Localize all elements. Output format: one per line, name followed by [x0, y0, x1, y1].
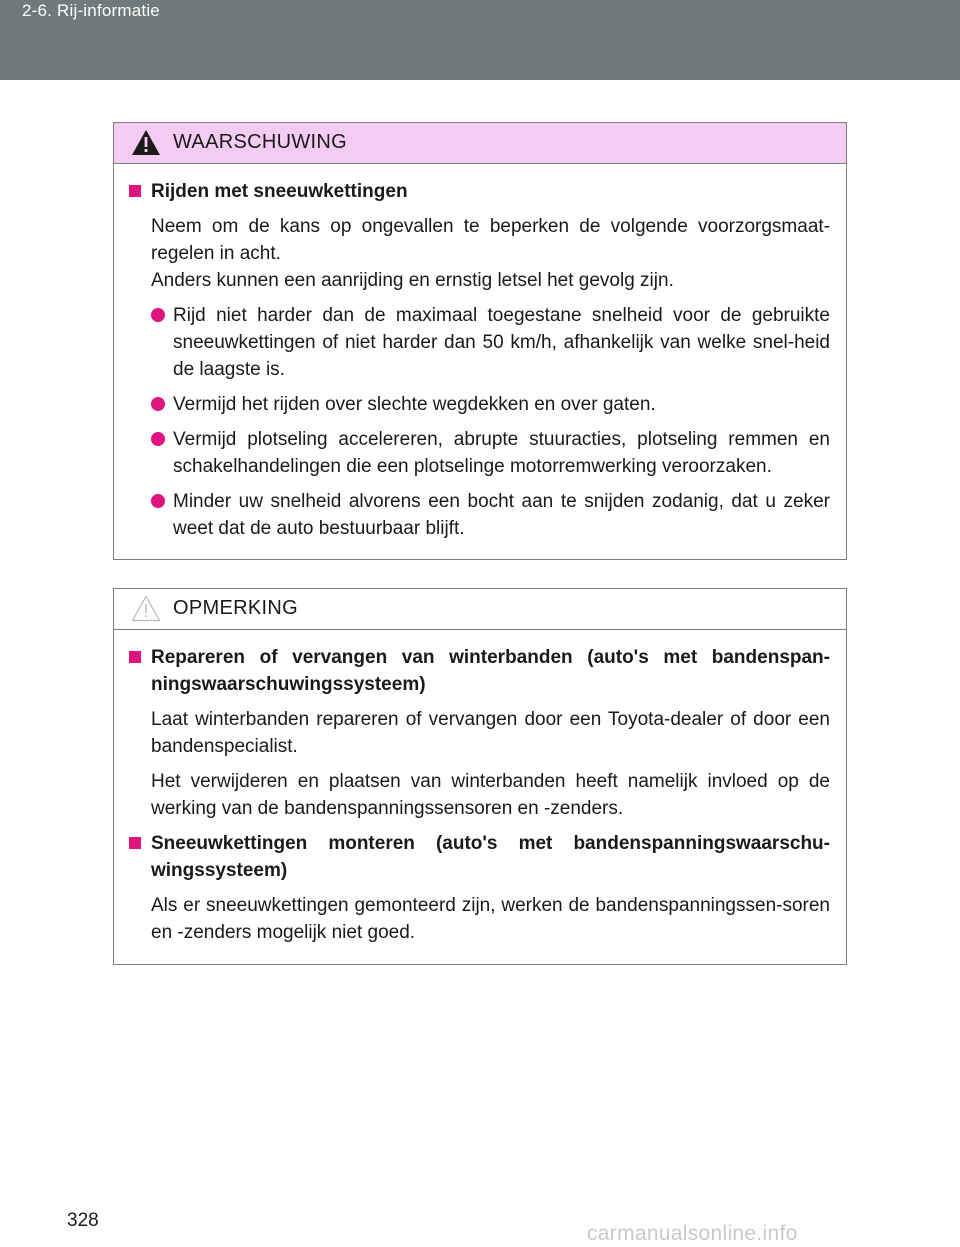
bullet-text: Rijd niet harder dan de maximaal toegestane snelheid voor de gebruikte sneeuwkettingen of niet harder dan 50 km/h, afhankelijk van welke snel-heid de laagste is. [173, 305, 830, 380]
bullet-text: Minder uw snelheid alvorens een bocht aan te snijden zodanig, dat u zeker weet dat de auto bestuurbaar blijft. [173, 491, 830, 539]
section-heading [129, 830, 830, 884]
heading-text: Repareren of vervangen van winterbanden (auto's met bandenspan-ningswaarschuwingssysteem) [151, 647, 830, 695]
square-bullet-icon [129, 185, 141, 197]
watermark[interactable]: carmanualsonline.info [587, 1222, 798, 1245]
square-bullet-icon [129, 837, 141, 849]
bullet-text: Vermijd het rijden over slechte wegdekken en over gaten. [173, 394, 656, 415]
bullet-text: Vermijd plotseling accelereren, abrupte stuuracties, plotseling remmen en schakelhandelingen die een plotselinge motorremwerking veroorzaken. [173, 429, 830, 477]
note-box-body [114, 630, 846, 946]
round-bullet-icon [151, 494, 165, 508]
page-number: 328 [67, 1210, 99, 1231]
square-bullet-icon [129, 651, 141, 663]
paragraph: Laat winterbanden repareren of vervangen door een Toyota-dealer of door een bandenspecialist. [151, 709, 830, 757]
bullet-item [129, 488, 830, 542]
paragraph: Het verwijderen en plaatsen van winterbanden heeft namelijk invloed op de werking van de bandenspanningssensoren en -zenders. [151, 771, 830, 819]
warning-box-title: WAARSCHUWING [173, 131, 347, 153]
heading-text: Rijden met sneeuwkettingen [151, 181, 408, 202]
heading-text: Sneeuwkettingen monteren (auto's met bandenspanningswaarschu-wingssysteem) [151, 833, 830, 881]
round-bullet-icon [151, 432, 165, 446]
warning-box [113, 122, 847, 560]
bullet-item [129, 391, 830, 418]
section-heading [129, 178, 830, 205]
paragraph: Anders kunnen een aanrijding en ernstig letsel het gevolg zijn. [151, 270, 674, 291]
note-box [113, 588, 847, 965]
header-bar [0, 0, 960, 80]
round-bullet-icon [151, 397, 165, 411]
warning-box-body [114, 164, 846, 542]
paragraph: Neem om de kans op ongevallen te beperken de volgende voorzorgsmaat-regelen in acht. [151, 216, 830, 264]
section-heading [129, 644, 830, 698]
bullet-item [129, 426, 830, 480]
warning-icon [131, 129, 161, 156]
note-box-header [114, 589, 846, 630]
caution-outline-icon [131, 595, 161, 622]
warning-box-header [114, 123, 846, 164]
round-bullet-icon [151, 308, 165, 322]
note-box-title: OPMERKING [173, 597, 298, 619]
section-title: 2-6. Rij-informatie [22, 1, 160, 20]
paragraph: Als er sneeuwkettingen gemonteerd zijn, werken de bandenspanningssen-soren en -zenders mogelijk niet goed. [151, 895, 830, 943]
bullet-item [129, 302, 830, 383]
